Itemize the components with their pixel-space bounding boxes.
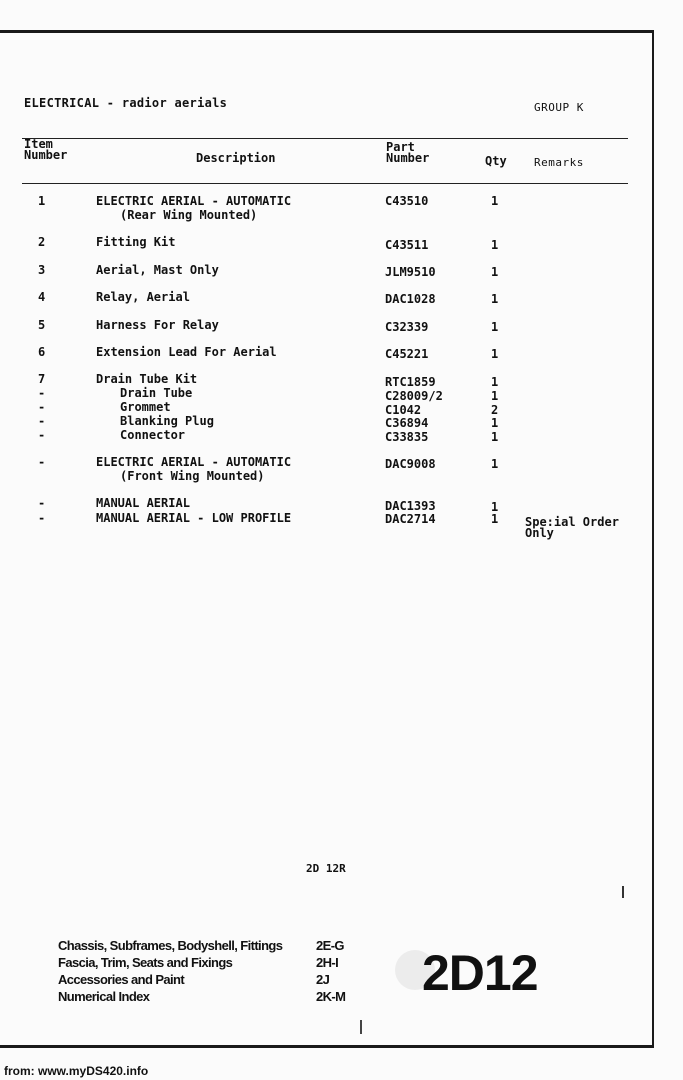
- item-description: Grommet: [120, 400, 171, 414]
- part-number: DAC1028: [385, 292, 436, 306]
- item-number: -: [38, 428, 46, 442]
- item-description: Connector: [120, 428, 186, 442]
- quantity: 1: [491, 430, 499, 444]
- quantity: 1: [491, 416, 499, 430]
- quantity: 1: [491, 375, 499, 389]
- part-number: DAC1393: [385, 499, 436, 513]
- quantity: 1: [491, 265, 499, 279]
- item-number: 1: [38, 194, 46, 208]
- part-number: C32339: [385, 320, 429, 334]
- section-title: ELECTRICAL - radior aerials: [24, 96, 228, 110]
- item-description: Harness For Relay: [96, 318, 219, 332]
- item-number: 7: [38, 372, 46, 386]
- item-number: -: [38, 455, 46, 469]
- item-number: -: [38, 386, 46, 400]
- part-number: RTC1859: [385, 375, 436, 389]
- item-number: -: [38, 511, 46, 525]
- item-number: 3: [38, 263, 46, 277]
- fiche-code: 2D12: [422, 945, 538, 1001]
- item-number: -: [38, 400, 46, 414]
- table-header-rule: [22, 183, 628, 184]
- item-description: Blanking Plug: [120, 414, 214, 428]
- page-code: 2D 12R: [306, 862, 346, 875]
- page-border-bottom: [0, 1045, 654, 1048]
- column-header-item: Item Number: [24, 137, 68, 162]
- column-header-remarks: Remarks: [534, 156, 584, 169]
- part-number: JLM9510: [385, 265, 436, 279]
- quantity: 1: [491, 347, 499, 361]
- part-number: C36894: [385, 416, 429, 430]
- quantity: 2: [491, 403, 499, 417]
- quantity: 1: [491, 512, 499, 526]
- item-description: Drain Tube Kit: [96, 372, 198, 386]
- crop-mark: [622, 886, 624, 898]
- item-description: Aerial, Mast Only: [96, 263, 219, 277]
- crop-mark: [360, 1020, 362, 1034]
- part-number: C43510: [385, 194, 429, 208]
- part-number: DAC2714: [385, 512, 436, 526]
- remarks: Spe:ial Order Only: [525, 515, 619, 540]
- part-number: C33835: [385, 430, 429, 444]
- item-description: ELECTRIC AERIAL - AUTOMATIC (Rear Wing Mounted): [96, 194, 292, 222]
- group-label: GROUP K: [534, 101, 584, 114]
- quantity: 1: [491, 238, 499, 252]
- quantity: 1: [491, 320, 499, 334]
- quantity: 1: [491, 292, 499, 306]
- column-header-qty: Qty: [485, 154, 507, 168]
- quantity: 1: [491, 194, 499, 208]
- part-number: C45221: [385, 347, 429, 361]
- item-number: 2: [38, 235, 46, 249]
- item-number: 5: [38, 318, 46, 332]
- part-number: C43511: [385, 238, 429, 252]
- quantity: 1: [491, 389, 499, 403]
- page-border-top: [0, 30, 654, 33]
- part-number: DAC9008: [385, 457, 436, 471]
- part-number: C28009/2: [385, 389, 443, 403]
- item-description: Drain Tube: [120, 386, 193, 400]
- item-description: MANUAL AERIAL - LOW PROFILE: [96, 511, 292, 525]
- column-header-part: Part Number: [386, 140, 430, 165]
- page-border-right: [652, 32, 654, 1048]
- source-footer: from: www.myDS420.info: [4, 1064, 149, 1078]
- item-description: Relay, Aerial: [96, 290, 190, 304]
- item-description: Fitting Kit: [96, 235, 176, 249]
- quantity: 1: [491, 457, 499, 471]
- item-number: -: [38, 496, 46, 510]
- item-description: MANUAL AERIAL: [96, 496, 190, 510]
- column-header-description: Description: [196, 151, 276, 165]
- item-number: 4: [38, 290, 46, 304]
- table-top-rule: [22, 138, 628, 139]
- item-number: 6: [38, 345, 46, 359]
- item-number: -: [38, 414, 46, 428]
- item-description: Extension Lead For Aerial: [96, 345, 277, 359]
- part-number: C1042: [385, 403, 422, 417]
- item-description: ELECTRIC AERIAL - AUTOMATIC (Front Wing Mounted): [96, 455, 292, 483]
- quantity: 1: [491, 500, 499, 514]
